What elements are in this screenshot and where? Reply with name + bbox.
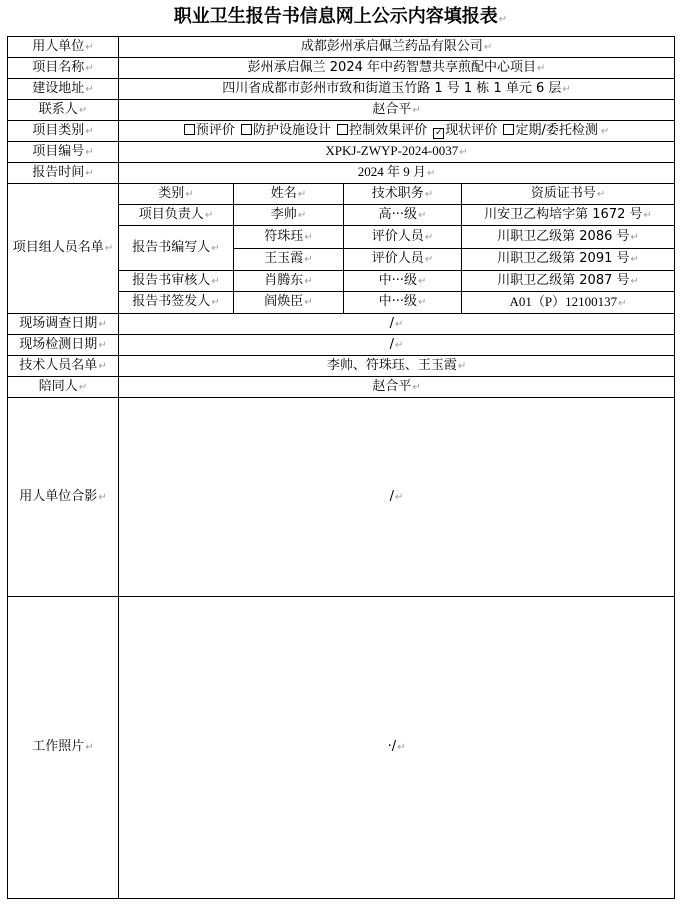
work-photo-area: ·/↵: [119, 597, 675, 899]
row-address: [8, 79, 675, 100]
group-photo-label: 用人单位合影↵: [8, 398, 119, 597]
team-member-title: 中···级↵: [344, 271, 462, 292]
report-time-label: 报告时间↵: [8, 163, 119, 184]
team-member-name: 肖腾东↵: [234, 271, 344, 292]
team-member-cert: 川职卫乙级第 2086 号↵: [462, 226, 675, 249]
row-category: [8, 121, 675, 142]
project-name-value: 彭州承启佩兰 2024 年中药智慧共享煎配中心项目↵: [119, 58, 675, 79]
row-site-survey: [8, 314, 675, 335]
team-member-name: 李帅↵: [234, 205, 344, 226]
team-member-name: 阎焕臣↵: [234, 292, 344, 314]
category-option-periodic-detection[interactable]: 定期/委托检测: [503, 123, 597, 138]
checkbox-icon[interactable]: [241, 124, 252, 135]
tech-staff-label: 技术人员名单↵: [8, 356, 119, 377]
team-header-category: 类别↵: [119, 184, 234, 205]
contact-label: 联系人↵: [8, 100, 119, 121]
checkbox-icon[interactable]: [503, 124, 514, 135]
row-employer: [8, 37, 675, 58]
category-options: 预评价 防护设施设计 控制效果评价 ✓ 现状评价 定期/委托检测 ↵: [119, 121, 675, 142]
page-title: 职业卫生报告书信息网上公示内容填报表↵: [173, 6, 508, 27]
row-contact: [8, 100, 675, 121]
team-member-cert: 川职卫乙级第 2091 号↵: [462, 249, 675, 271]
category-option-pre-evaluation[interactable]: 预评价: [184, 123, 235, 138]
contact-value: 赵合平↵: [119, 100, 675, 121]
team-role-leader: 项目负责人↵: [119, 205, 234, 226]
row-project-no: [8, 142, 675, 163]
row-tech-staff: [8, 356, 675, 377]
tech-staff-value: 李帅、符珠珏、王玉霞↵: [119, 356, 675, 377]
row-group-photo: [8, 398, 675, 597]
team-member-name: 符珠珏↵: [234, 226, 344, 249]
checked-checkbox-icon[interactable]: [433, 128, 444, 139]
category-option-protection-design[interactable]: 防护设施设计: [241, 123, 331, 138]
report-time-value: 2024 年 9 月↵: [119, 163, 675, 184]
row-work-photo: [8, 597, 675, 899]
address-value: 四川省成都市彭州市致和街道玉竹路 1 号 1 栋 1 单元 6 层↵: [119, 79, 675, 100]
site-test-label: 现场检测日期↵: [8, 335, 119, 356]
employer-value: 成都彭州承启佩兰药品有限公司↵: [119, 37, 675, 58]
site-survey-label: 现场调查日期↵: [8, 314, 119, 335]
address-label: 建设地址↵: [8, 79, 119, 100]
category-label: 项目类别↵: [8, 121, 119, 142]
employer-label: 用人单位↵: [8, 37, 119, 58]
team-label: 项目组人员名单↵: [8, 184, 119, 314]
row-site-test: [8, 335, 675, 356]
team-header-title: 技术职务↵: [344, 184, 462, 205]
companion-label: 陪同人↵: [8, 377, 119, 398]
row-report-time: [8, 163, 675, 184]
checkbox-icon[interactable]: [184, 124, 195, 135]
team-member-title: 中···级↵: [344, 292, 462, 314]
row-companion: [8, 377, 675, 398]
team-role-reviewer: 报告书审核人↵: [119, 271, 234, 292]
checkbox-icon[interactable]: [337, 124, 348, 135]
category-option-current-status[interactable]: ✓ 现状评价: [433, 123, 497, 138]
team-header-row: [8, 184, 675, 205]
team-member-cert: A01（P）12100137↵: [462, 292, 675, 314]
team-header-name: 姓名↵: [234, 184, 344, 205]
team-member-name: 王玉霞↵: [234, 249, 344, 271]
team-header-cert: 资质证书号↵: [462, 184, 675, 205]
row-project-name: [8, 58, 675, 79]
companion-value: 赵合平↵: [119, 377, 675, 398]
team-role-signer: 报告书签发人↵: [119, 292, 234, 314]
team-role-writer: 报告书编写人↵: [119, 226, 234, 271]
site-survey-value: /↵: [119, 314, 675, 335]
project-no-value: XPKJ-ZWYP-2024-0037↵: [119, 142, 675, 163]
category-option-control-effect[interactable]: 控制效果评价: [337, 123, 427, 138]
team-member-title: 高···级↵: [344, 205, 462, 226]
team-member-cert: 川安卫乙构培字第 1672 号↵: [462, 205, 675, 226]
group-photo-area: /↵: [119, 398, 675, 597]
project-name-label: 项目名称↵: [8, 58, 119, 79]
report-form-table: [7, 36, 675, 899]
team-member-cert: 川职卫乙级第 2087 号↵: [462, 271, 675, 292]
work-photo-label: 工作照片↵: [8, 597, 119, 899]
team-member-title: 评价人员↵: [344, 249, 462, 271]
team-member-title: 评价人员↵: [344, 226, 462, 249]
project-no-label: 项目编号↵: [8, 142, 119, 163]
site-test-value: /↵: [119, 335, 675, 356]
